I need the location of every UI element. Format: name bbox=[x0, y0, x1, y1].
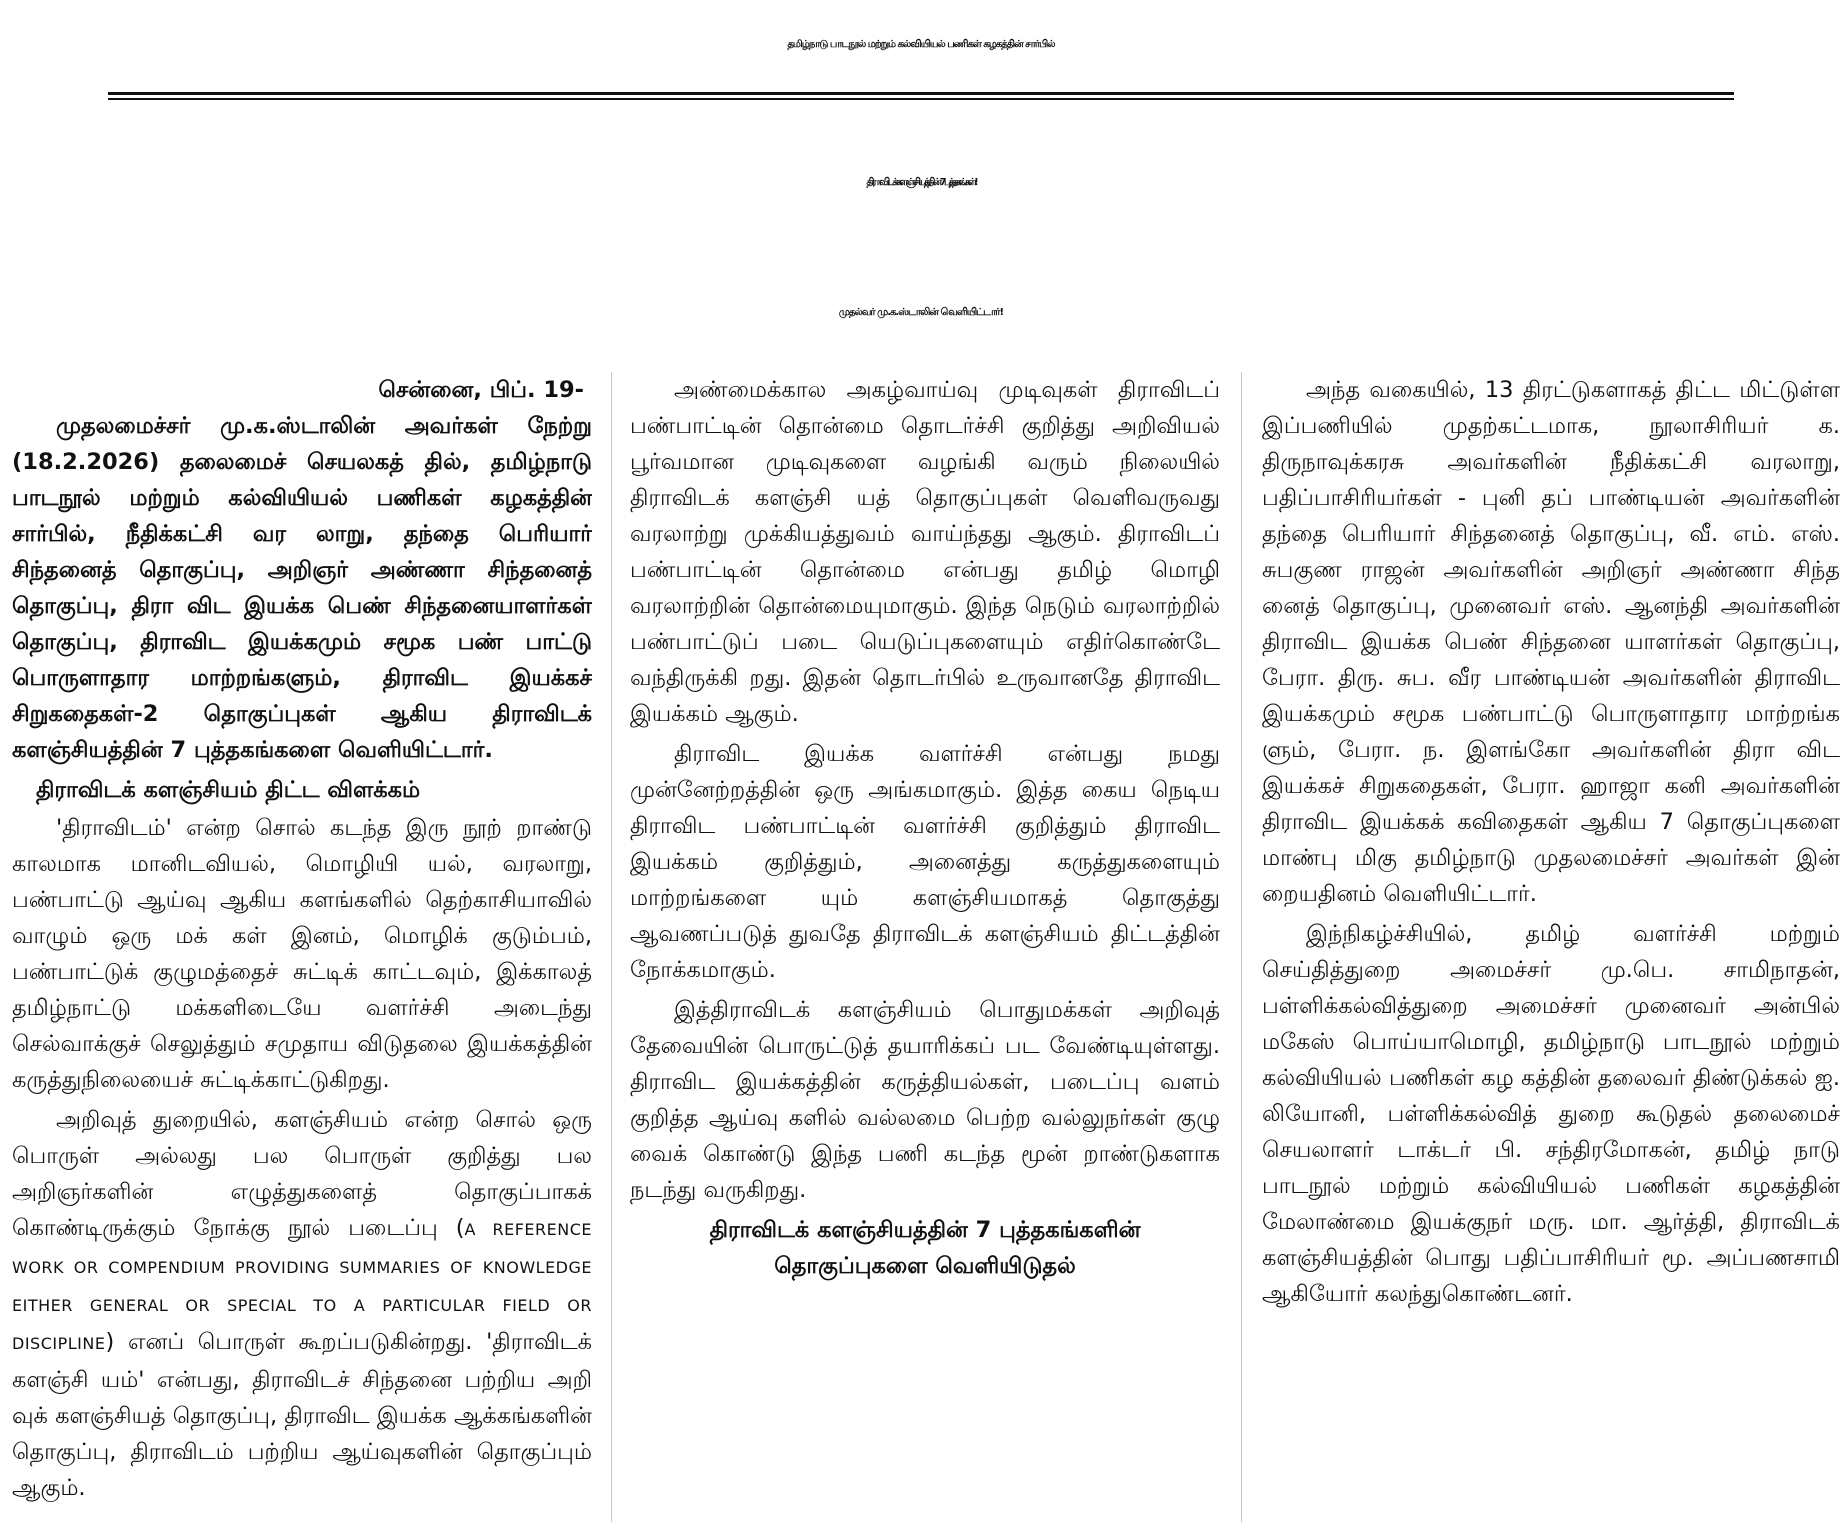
dateline: சென்னை, பிப். 19- bbox=[378, 377, 584, 403]
body-paragraph: திராவிட இயக்க வளர்ச்சி என்பது நமது முன்னேற்றத்தின் ஒரு அங்கமாகும். இத்த கைய நெடிய திராவிட பண்பாட்டின் வளர்ச்சி குறித்தும் திராவிட இயக்கம் குறித்தும், அனைத்து கருத்துகளையும் மாற்றங்களை யும் களஞ்சியமாகத் தொகுத்து ஆவணப்படுத் துவதே திராவிடக் களஞ்சியம் திட்டத்தின் நோக்கமாகும். bbox=[630, 741, 1220, 983]
kicker-rule-thin bbox=[108, 98, 1734, 100]
column-divider bbox=[611, 372, 612, 1522]
article-column-2 bbox=[630, 372, 1220, 1522]
body-paragraph: இந்நிகழ்ச்சியில், தமிழ் வளர்ச்சி மற்றும் செய்தித்துறை அமைச்சர் மு.பெ. சாமிநாதன், பள்ளிக்கல்வித்துறை அமைச்சர் முனைவர் அன்பில் மகேஸ் பொய்யாமொழி, தமிழ்நாடு பாடநூல் மற்றும் கல்வியியல் பணிகள் கழ கத்தின் தலைவர் திண்டுக்கல் ஐ. லியோனி, பள்ளிக்கல்வித் துறை கூடுதல் தலைமைச் செயலாளர் டாக்டர் பி. சந்திரமோகன், தமிழ் நாடு பாடநூல் மற்றும் கல்வியியல் பணிகள் கழகத்தின் மேலாண்மை இயக்குநர் மரு. மா. ஆர்த்தி, திராவிடக் களஞ்சியத்தின் பொது பதிப்பாசிரியர் மூ. அப்பணசாமி ஆகியோர் கலந்துகொண்டனர். bbox=[1262, 921, 1840, 1307]
body-paragraph: 'திராவிடம்' என்ற சொல் கடந்த இரு நூற் றாண்டு காலமாக மானிடவியல், மொழியி யல், வரலாறு, பண்பாட்டு ஆய்வு ஆகிய களங்களில் தெற்காசியாவில் வாழும் ஒரு மக் கள் இனம், மொழிக் குடும்பம், பண்பாட்டுக் குழுமத்தைச் சுட்டிக் காட்டவும், இக்காலத் தமிழ்நாட்டு மக்களிடையே வளர்ச்சி அடைந்து செல்வாக்குச் செலுத்தும் சமுதாய விடுதலை இயக்கத்தின் கருத்துநிலையைச் சுட்டிக்காட்டுகிறது. bbox=[12, 815, 592, 1093]
main-headline: திராவிடக் களஞ்சியத்தின் 7 புத்தகங்கள்! bbox=[866, 177, 976, 188]
body-paragraph: இத்திராவிடக் களஞ்சியம் பொதுமக்கள் அறிவுத் தேவையின் பொருட்டுத் தயாரிக்கப் பட வேண்டியுள்ளது. திராவிட இயக்கத்தின் கருத்தியல்கள், படைப்பு வளம் குறித்த ஆய்வு களில் வல்லமை பெற்ற வல்லுநர்கள் குழு வைக் கொண்டு இந்த பணி கடந்த மூன் றாண்டுகளாக நடந்து வருகிறது. bbox=[630, 997, 1220, 1203]
body-paragraph bbox=[12, 1102, 592, 1506]
section-subheading: திராவிடக் களஞ்சியத்தின் 7 புத்தகங்களின் தொகுப்புகளை வெளியிடுதல் bbox=[709, 1217, 1141, 1279]
body-paragraph: அந்த வகையில், 13 திரட்டுகளாகத் திட்ட மிட்டுள்ள இப்பணியில் முதற்கட்டமாக, நூலாசிரியர் க. திருநாவுக்கரசு அவர்களின் நீதிக்கட்சி வரலாறு, பதிப்பாசிரியர்கள் - புனி தப் பாண்டியன் அவர்களின் தந்தை பெரியார் சிந்தனைத் தொகுப்பு, வீ. எம். எஸ். சுபகுண ராஜன் அவர்களின் அறிஞர் அண்ணா சிந்த னைத் தொகுப்பு, முனைவர் எஸ். ஆனந்தி அவர்களின் திராவிட இயக்க பெண் சிந்தனை யாளர்கள் தொகுப்பு, பேரா. திரு. சுப. வீர பாண்டியன் அவர்களின் திராவிட இயக்கமும் சமூக பண்பாட்டு பொருளாதார மாற்றங்க ளும், பேரா. ந. இளங்கோ அவர்களின் திரா விட இயக்கச் சிறுகதைகள், பேரா. ஹாஜா கனி அவர்களின் திராவிட இயக்கக் கவிதைகள் ஆகிய 7 தொகுப்புகளை மாண்பு மிகு தமிழ்நாடு முதலமைச்சர் அவர்கள் இன் றையதினம் வெளியிட்டார். bbox=[1262, 377, 1840, 907]
kicker-rule bbox=[108, 92, 1734, 95]
kicker-line: தமிழ்நாடு பாடநூல் மற்றும் கல்வியியல் பணிகள் கழகத்தின் சார்பில் bbox=[787, 39, 1055, 50]
sub-headline: முதல்வர் மு.க.ஸ்டாலின் வெளியிட்டார்! bbox=[838, 307, 1004, 318]
paragraph-text: ) எனப் பொருள் கூறப்படுகின்றது. 'திராவிடக் களஞ்சி யம்' என்பது, திராவிடச் சிந்தனை பற்றிய அறி வுக் களஞ்சியத் தொகுப்பு, திராவிட இயக்க ஆக்கங்களின் தொகுப்பு, திராவிடம் பற்றிய ஆய்வுகளின் தொகுப்பும் ஆகும். bbox=[12, 1329, 592, 1501]
paragraph-text: அறிவுத் துறையில், களஞ்சியம் என்ற சொல் ஒரு பொருள் அல்லது பல பொருள் குறித்து பல அறிஞர்களின் எழுத்துகளைத் தொகுப்பாகக் கொண்டிருக்கும் நோக்கு நூல் படைப்பு ( bbox=[12, 1107, 592, 1241]
english-definition: A REFERENCE WORK OR COMPENDIUM PROVIDING SUMMARIES OF KNOWLEDGE EITHER GENERAL OR SPECIAL TO A PARTICULAR FIELD OR DISCIPLINE bbox=[12, 1220, 592, 1353]
article-column-1 bbox=[12, 372, 592, 1522]
column-divider bbox=[1241, 372, 1242, 1522]
section-subheading: திராவிடக் களஞ்சியம் திட்ட விளக்கம் bbox=[36, 777, 421, 803]
body-paragraph: அண்மைக்கால அகழ்வாய்வு முடிவுகள் திராவிடப் பண்பாட்டின் தொன்மை தொடர்ச்சி குறித்து அறிவியல் பூர்வமான முடிவுகளை வழங்கி வரும் நிலையில் திராவிடக் களஞ்சி யத் தொகுப்புகள் வெளிவருவது வரலாற்று முக்கியத்துவம் வாய்ந்தது ஆகும். திராவிடப் பண்பாட்டின் தொன்மை என்பது தமிழ் மொழி வரலாற்றின் தொன்மையுமாகும். இந்த நெடும் வரலாற்றில் பண்பாட்டுப் படை யெடுப்புகளையும் எதிர்கொண்டே வந்திருக்கி றது. இதன் தொடர்பில் உருவானதே திராவிட இயக்கம் ஆகும். bbox=[630, 377, 1220, 727]
article-column-3 bbox=[1262, 372, 1840, 1522]
lead-paragraph: முதலமைச்சர் மு.க.ஸ்டாலின் அவர்கள் நேற்று (18.2.2026) தலைமைச் செயலகத் தில், தமிழ்நாடு பாடநூல் மற்றும் கல்வியியல் பணிகள் கழகத்தின் சார்பில், நீதிக்கட்சி வர லாறு, தந்தை பெரியார் சிந்தனைத் தொகுப்பு, அறிஞர் அண்ணா சிந்தனைத் தொகுப்பு, திரா விட இயக்க பெண் சிந்தனையாளர்கள் தொகுப்பு, திராவிட இயக்கமும் சமூக பண் பாட்டு பொருளாதார மாற்றங்களும், திராவிட இயக்கச் சிறுகதைகள்-2 தொகுப்புகள் ஆகிய திராவிடக் களஞ்சியத்தின் 7 புத்தகங்களை வெளியிட்டார். bbox=[12, 413, 592, 763]
